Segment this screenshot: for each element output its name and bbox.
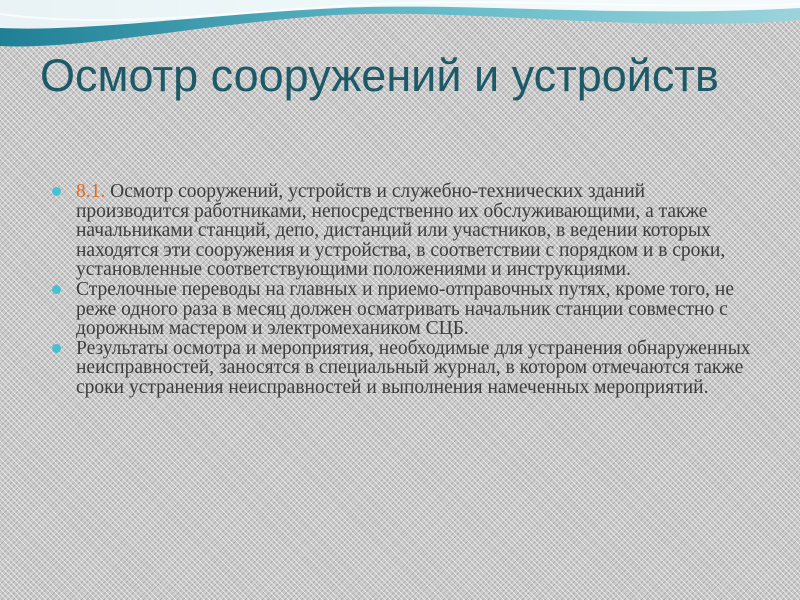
item-text: Стрелочные переводы на главных и приемо-отправочных путях, кроме того, не реже одного раза в месяц должен осматривать начальник станции совместно с дорожным мастером и электромехаником СЦБ.	[76, 278, 734, 340]
item-text: Результаты осмотра и мероприятия, необходимые для устранения обнаруженных неисправностей, заносятся в специальный журнал, в котором отмечаются также сроки устранения неисправностей и выполнения намеченных мероприятий.	[76, 337, 751, 398]
bullet-dot-icon	[52, 285, 61, 294]
bullet-dot-icon	[52, 187, 61, 196]
slide-title: Осмотр сооружений и устройств	[40, 50, 719, 101]
bullet-item-3	[52, 339, 752, 398]
item-text: Осмотр сооружений, устройств и служебно-технических зданий производится работниками, непосредственно их обслуживающими, а также начальниками станций, депо, дистанций или участников, в ведении которых находятся эти сооружения и устройства, в соответствии с порядком и в сроки, установленные соответствующими положениями и инструкциями.	[76, 181, 726, 281]
bullet-item-1	[52, 182, 752, 280]
bullet-list	[52, 182, 752, 398]
item-number: 8.1.	[76, 181, 106, 202]
bullet-dot-icon	[52, 344, 61, 353]
bullet-item-2	[52, 280, 752, 339]
